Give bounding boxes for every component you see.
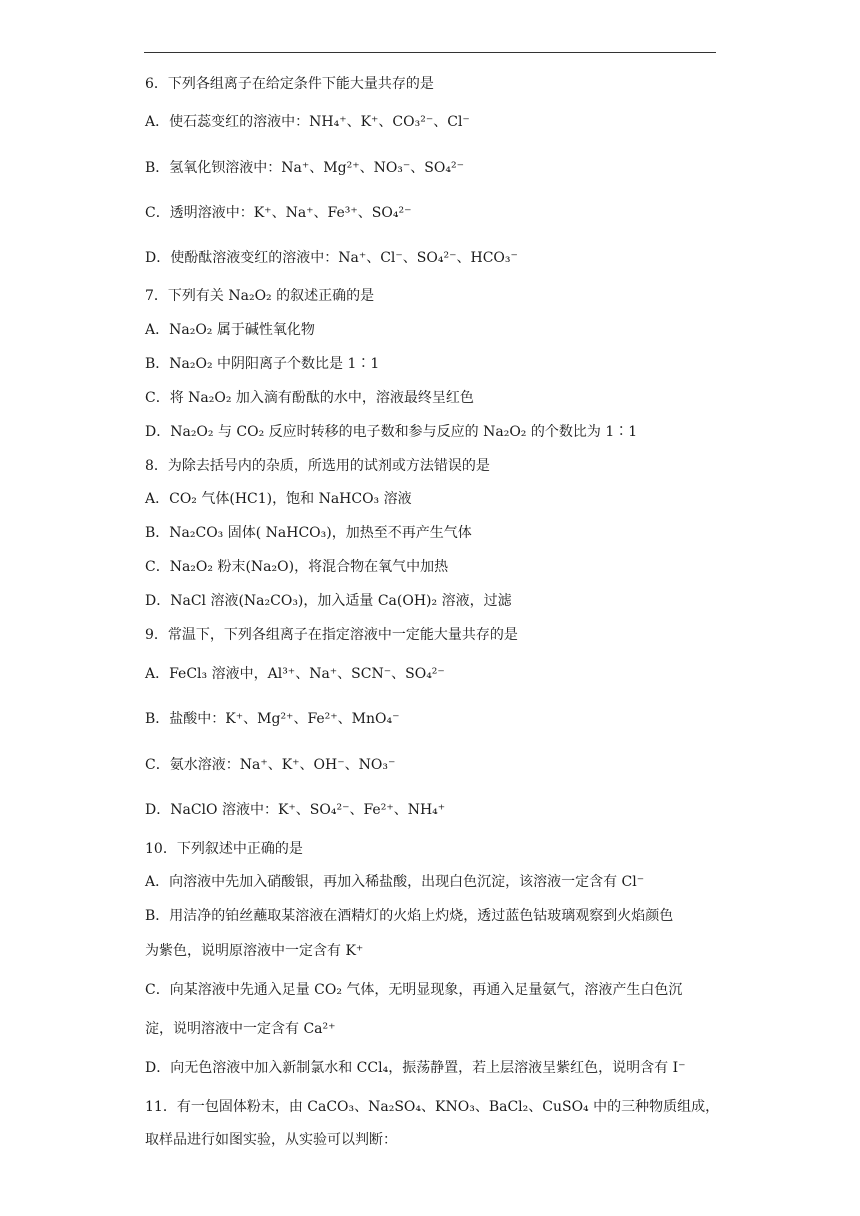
question-11-line2: 取样品进行如图实验，从实验可以判断： bbox=[145, 1132, 397, 1148]
option-7b: B．Na₂O₂ 中阴阳离子个数比是 1∶1 bbox=[145, 356, 380, 372]
option-8d: D．NaCl 溶液(Na₂CO₃)，加入适量 Ca(OH)₂ 溶液，过滤 bbox=[145, 593, 512, 609]
option-10d: D．向无色溶液中加入新制氯水和 CCl₄，振荡静置，若上层溶液呈紫红色，说明含有 I⁻ bbox=[145, 1060, 686, 1076]
option-9c-prefix: C．氨水溶液： bbox=[145, 757, 240, 773]
option-9a-ions: Al³⁺、Na⁺、SCN⁻、SO₄²⁻ bbox=[267, 666, 445, 682]
option-7d: D．Na₂O₂ 与 CO₂ 反应时转移的电子数和参与反应的 Na₂O₂ 的个数比为 1∶1 bbox=[145, 424, 638, 440]
question-11-line1: 11．有一包固体粉末，由 CaCO₃、Na₂SO₄、KNO₃、BaCl₂、CuSO₄ 中的三种物质组成， bbox=[145, 1099, 720, 1115]
option-8b: B．Na₂CO₃ 固体( NaHCO₃)，加热至不再产生气体 bbox=[145, 525, 472, 541]
option-6d-prefix: D．使酚酞溶液变红的溶液中： bbox=[145, 250, 339, 266]
option-6c bbox=[145, 203, 411, 223]
option-7c: C．将 Na₂O₂ 加入滴有酚酞的水中，溶液最终呈红色 bbox=[145, 390, 474, 406]
question-6: 6．下列各组离子在给定条件下能大量共存的是 bbox=[145, 76, 434, 92]
option-9a-prefix: A．FeCl₃ 溶液中， bbox=[145, 666, 268, 682]
option-10a: A．向溶液中先加入硝酸银，再加入稀盐酸，出现白色沉淀，该溶液一定含有 Cl⁻ bbox=[145, 874, 645, 890]
option-9a bbox=[145, 664, 445, 684]
option-9b bbox=[145, 709, 400, 729]
option-6d-ions: Na⁺、Cl⁻、SO₄²⁻、HCO₃⁻ bbox=[338, 250, 518, 266]
question-8: 8．为除去括号内的杂质，所选用的试剂或方法错误的是 bbox=[145, 458, 490, 474]
option-10c-line1: C．向某溶液中先通入足量 CO₂ 气体，无明显现象，再通入足量氨气，溶液产生白色沉 bbox=[145, 982, 683, 998]
option-8a: A．CO₂ 气体(HC1)，饱和 NaHCO₃ 溶液 bbox=[145, 491, 412, 507]
option-10c-line2: 淀，说明溶液中一定含有 Ca²⁺ bbox=[145, 1021, 336, 1037]
option-10b-line1: B．用洁净的铂丝蘸取某溶液在酒精灯的火焰上灼烧，透过蓝色钴玻璃观察到火焰颜色 bbox=[145, 908, 674, 924]
option-9c bbox=[145, 755, 395, 775]
option-6a-prefix: A．使石蕊变红的溶液中： bbox=[145, 114, 310, 130]
option-6c-prefix: C．透明溶液中： bbox=[145, 205, 254, 221]
option-6b-prefix: B．氢氧化钡溶液中： bbox=[145, 160, 282, 176]
option-6b bbox=[145, 158, 464, 178]
option-9d-ions: K⁺、SO₄²⁻、Fe²⁺、NH₄⁺ bbox=[277, 802, 446, 818]
option-9d-prefix: D．NaClO 溶液中： bbox=[145, 802, 278, 818]
option-9d bbox=[145, 800, 445, 820]
option-6c-ions: K⁺、Na⁺、Fe³⁺、SO₄²⁻ bbox=[253, 205, 412, 221]
option-9b-prefix: B．盐酸中： bbox=[145, 711, 226, 727]
option-8c: C．Na₂O₂ 粉末(Na₂O)，将混合物在氧气中加热 bbox=[145, 559, 449, 575]
option-9c-ions: Na⁺、K⁺、OH⁻、NO₃⁻ bbox=[239, 757, 396, 773]
option-7a: A．Na₂O₂ 属于碱性氧化物 bbox=[145, 322, 315, 338]
option-6a-ions: NH₄⁺、K⁺、CO₃²⁻、Cl⁻ bbox=[309, 114, 470, 130]
question-10: 10．下列叙述中正确的是 bbox=[145, 841, 303, 857]
option-6b-ions: Na⁺、Mg²⁺、NO₃⁻、SO₄²⁻ bbox=[281, 160, 464, 176]
option-6d bbox=[145, 248, 518, 268]
question-7: 7．下列有关 Na₂O₂ 的叙述正确的是 bbox=[145, 288, 375, 304]
option-10b-line2: 为紫色，说明原溶液中一定含有 K⁺ bbox=[145, 943, 364, 959]
question-9: 9．常温下，下列各组离子在指定溶液中一定能大量共存的是 bbox=[145, 627, 518, 643]
option-6a bbox=[145, 112, 470, 132]
option-9b-ions: K⁺、Mg²⁺、Fe²⁺、MnO₄⁻ bbox=[225, 711, 400, 727]
header-rule bbox=[144, 52, 716, 53]
